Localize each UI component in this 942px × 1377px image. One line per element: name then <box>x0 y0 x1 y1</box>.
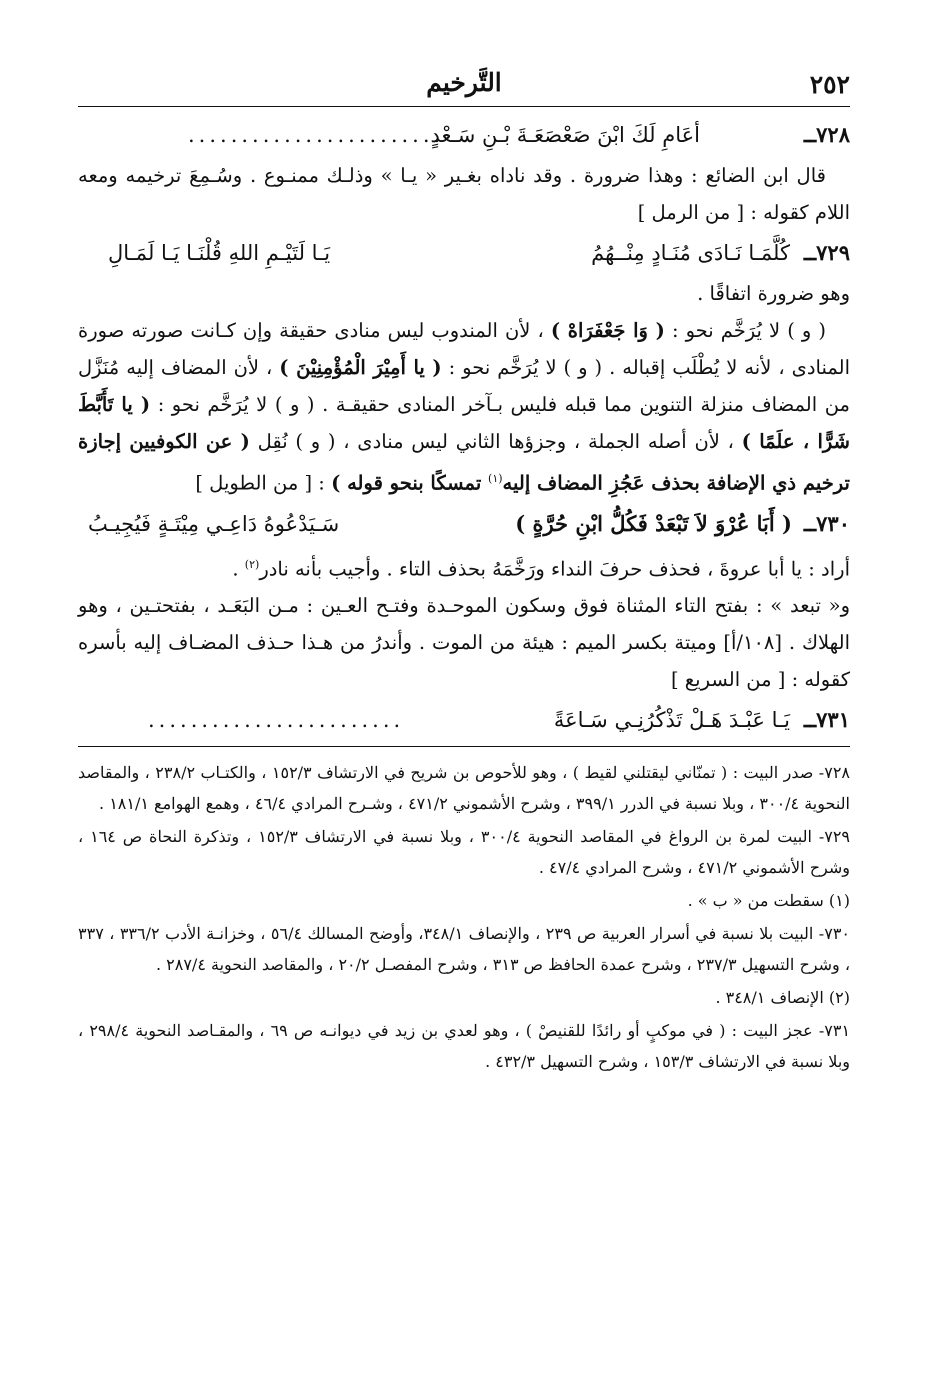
footnote: ٧٣٠- البيت بلا نسبة في أسرار العربية ص ٢٣٩ ، والإنصاف ٣٤٨/١، وأوضح المسالك ٥٦/٤ ، وخزانـة الأدب ٣٣٦/٢ ، ٣٣٧ ، وشرح التسهيل ٢٣٧/٣ ، وشرح عمدة الحافظ ص ٣١٣ ، وشرح المفصـل ٢٠/٢ ، والمقاصد النحوية ٢٨٧/٤ . <box>78 924 850 974</box>
footnote: ٧٣١- عجز البيت : ( في موكبٍ أو رائدًا للقنيصْ ) ، وهو لعدي بن زيد في ديوانـه ص ٦٩ ، والمقـاصد النحوية ٢٩٨/٤ ، وبلا نسبة في الارتشاف ١٥٣/٣ ، وشرح التسهيل ٤٣٢/٣ . <box>78 1021 851 1071</box>
text-end-rule <box>78 746 850 747</box>
footnote: (١) سقطت من « ب » . <box>687 891 850 910</box>
page-header <box>78 66 850 107</box>
verse-first-hemistich: كُلَّمَـا نَـادَى مُنَـادٍ مِنْــهُمُ <box>591 241 790 265</box>
footnote: (٢) الإنصاف ٣٤٨/١ . <box>715 988 850 1007</box>
verse-first-hemistich: يَـا عَبْـدَ هَـلْ تَذْكُرُنِـي سَـاعَةً <box>553 708 790 732</box>
paragraph <box>78 312 850 502</box>
page-number: ٢٥٢ <box>809 70 850 99</box>
text-run: ، لأن أصله الجملة ، وجزؤها الثاني ليس منادى ، ( و ) نُقِل <box>249 430 742 453</box>
verse-730 <box>78 502 850 546</box>
verse-728 <box>78 113 850 157</box>
text-run: . <box>232 557 245 580</box>
verse-number: ٧٣٠ــ <box>803 510 850 536</box>
verse-number: ٧٢٩ــ <box>803 240 850 265</box>
example-phrase: ( يا أَمِيْرَ الْمُؤْمِنِيْنَ ) <box>279 356 442 379</box>
verse-second-hemistich: سَـيَدْعُوهُ دَاعِـي مِيْتَـةٍ فَيُجِيـبُ <box>88 511 340 536</box>
page <box>78 66 850 1079</box>
footnotes <box>78 757 850 1077</box>
footnote-ref: (١) <box>488 472 503 485</box>
paragraph: وهو ضرورة اتفاقًا . <box>697 282 850 305</box>
matn-text: ( عن الكوفيين إجازة ترخيم ذي الإضافة بحذف عَجُزِ المضاف إليه <box>78 430 850 495</box>
paragraph: و« تبعد » : بفتح التاء المثناة فوق وسكون الموحـدة وفتـح العـين : مـن البَعَـد ، بفتحتـين ، وهو الهلاك . [١٠٨/أ] وميتة بكسر الميم : هيئة من الموت . وأندرُ من هـذا حـذف المضـاف إليه بأسره كقوله : [ من السريع ] <box>78 594 850 691</box>
example-phrase: ( وَا جَعْفَرَاهْ ) <box>550 319 665 342</box>
text-run: : [ من الطويل ] <box>195 471 332 495</box>
paragraph <box>78 546 850 588</box>
main-text <box>78 113 850 747</box>
text-run: ( و ) لا يُرَخَّم نحو : <box>664 319 827 342</box>
footnote: ٧٢٨- صدر البيت : ( تمنّاني ليقتلني لقيط ) ، وهو للأحوص بن شريح في الارتشاف ١٥٢/٣ ، والكتـاب ٢٣٨/٢ ، والمقاصد النحوية ٣٠٠/٤ ، وبلا نسبة في الدرر ٣٩٩/١ ، وشرح الأشموني ٤٧١/٢ ، وشـرح المرادي ٤٦/٤ ، وهمع الهوامع ١٨١/١ . <box>78 763 850 813</box>
footnote-ref: (٢) <box>244 557 260 571</box>
verse-second-hemistich: ........................ <box>148 708 405 732</box>
text-run: ، لأن المندوب ليس منادى حقيقة وإن كـانت صورته صورة المنادى ، لأنه لا يُطْلَب إقباله . ( و ) لا يُرَخَّم نحو : <box>78 319 850 379</box>
verse-number: ٧٣١ــ <box>803 707 850 732</box>
example-phrase: ( يا تَأَبَّطَ شَرًّا ، علَمًا ) <box>78 393 850 453</box>
matn-text: تمسكًا بنحو قوله ) <box>331 471 489 495</box>
verse-729 <box>78 231 850 275</box>
text-run: أراد : يا أبا عروةَ ، فحذف حرفَ النداء ورَخَّمَهُ بحذف التاء . وأجيب بأنه نادر <box>259 557 850 580</box>
footnote: ٧٢٩- البيت لمرة بن الرواغ في المقاصد النحوية ٣٠٠/٤ ، وبلا نسبة في الارتشاف ١٥٢/٣ ، وتذكرة النحاة ص ١٦٤ ، وشرح الأشموني ٤٧١/٢ ، وشرح المرادي ٤٧/٤ . <box>78 827 851 877</box>
verse-731 <box>78 698 850 742</box>
verse-second-hemistich: يَـا لَتَيْـمِ اللهِ قُلْنَـا يَـا لَمَـالِ <box>108 241 331 265</box>
verse-first-hemistich: أعَامِ لَكَ ابْنَ صَعْصَعَـةَ بْـنِ سَـعْدٍ <box>430 123 700 147</box>
verse-first-hemistich: ( أَبَا عُرْوَ لاَ تَبْعَدْ فَكُلُّ ابْنِ حُرَّةٍ ) <box>515 510 792 536</box>
verse-second-hemistich: ........................ <box>188 123 445 147</box>
running-title: التَّرخيم <box>426 68 502 97</box>
verse-number: ٧٢٨ــ <box>803 122 850 147</box>
paragraph: قال ابن الضائع : وهذا ضرورة . وقد ناداه بغـير « يـا » وذلـك ممنـوع . وسُـمِعَ ترخيمه ومعه اللام كقوله : [ من الرمل ] <box>78 164 850 224</box>
text-run: ، لأن المضاف إليه مُنَزَّل من المضاف منزلة التنوين مما قبله فليس بـآخر المنادى حقيقـة . ( و ) لا يُرَخَّم نحو : <box>78 356 850 416</box>
